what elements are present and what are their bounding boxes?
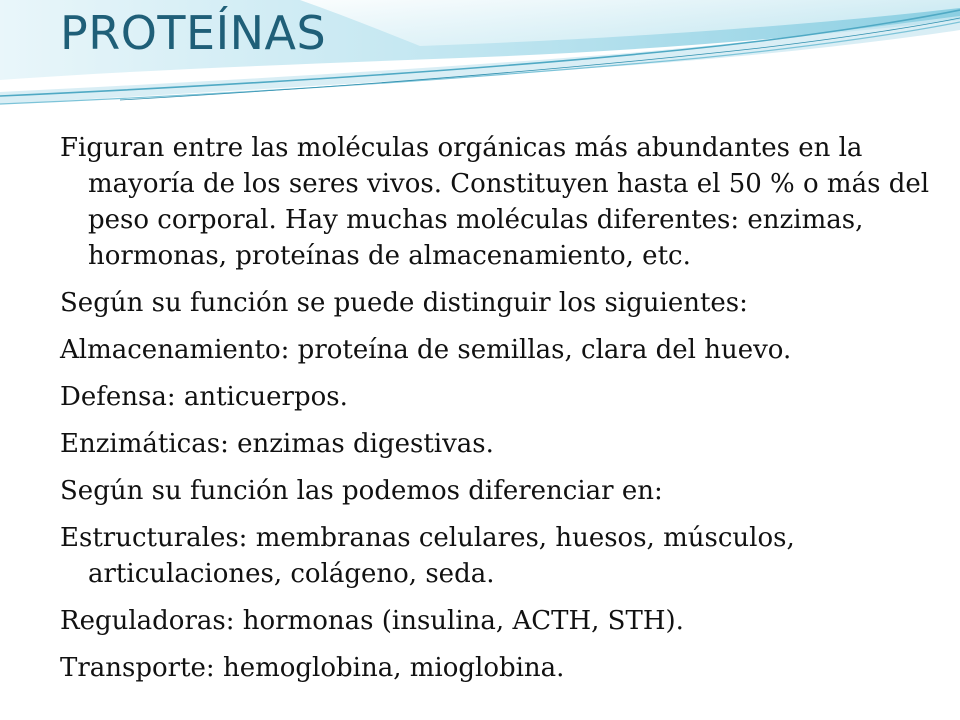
body-paragraph-regulatory: Reguladoras: hormonas (insulina, ACTH, STH). (60, 606, 684, 636)
body-paragraph-defense: Defensa: anticuerpos. (60, 382, 348, 412)
body-paragraph-structural: Estructurales: membranas celulares, huesos, músculos, articulaciones, colágeno, seda. (60, 523, 795, 589)
slide-body (60, 130, 940, 697)
body-paragraph-transport: Transporte: hemoglobina, mioglobina. (60, 653, 565, 683)
body-paragraph-differentiate-heading: Según su función las podemos diferenciar en: (60, 476, 663, 506)
body-paragraph-storage: Almacenamiento: proteína de semillas, clara del huevo. (60, 335, 792, 365)
body-paragraph-function-heading: Según su función se puede distinguir los siguientes: (60, 288, 748, 318)
slide-title: PROTEÍNAS (60, 6, 327, 60)
body-paragraph-enzymatic: Enzimáticas: enzimas digestivas. (60, 429, 494, 459)
body-paragraph-intro: Figuran entre las moléculas orgánicas más abundantes en la mayoría de los seres vivos. Constituyen hasta el 50 % o más del peso corporal. Hay muchas moléculas diferentes: enzimas, hormonas, proteínas de almacenamiento, etc. (60, 133, 930, 271)
